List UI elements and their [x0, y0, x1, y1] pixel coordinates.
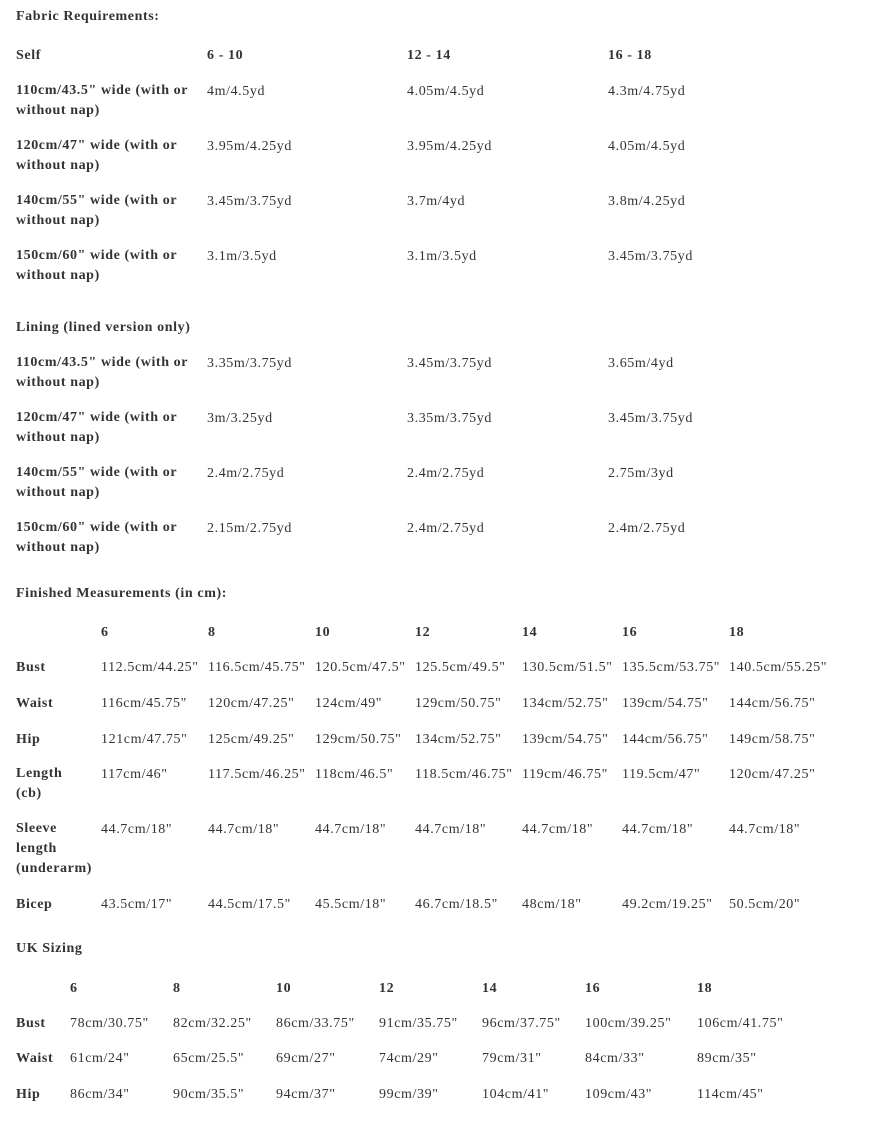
- measurement-value: 44.7cm/18": [208, 822, 280, 837]
- measurement-value: 125.5cm/49.5": [415, 660, 506, 675]
- size-header: 6: [70, 981, 78, 996]
- fabric-width-label: 120cm/47" wide (with or without nap): [16, 410, 177, 445]
- measurement-value: 45.5cm/18": [315, 897, 387, 912]
- fabric-amount: 3.8m/4.25yd: [608, 194, 686, 209]
- fabric-amount: 3.1m/3.5yd: [407, 249, 477, 264]
- measurement-value: 44.7cm/18": [729, 822, 801, 837]
- measurement-value: 78cm/30.75": [70, 1016, 149, 1031]
- measurement-value: 118cm/46.5": [315, 767, 394, 782]
- measurement-value: 144cm/56.75": [729, 696, 816, 711]
- measurement-value: 90cm/35.5": [173, 1087, 245, 1102]
- self-header-size: 12 - 14: [407, 48, 451, 63]
- measurement-label: Hip: [16, 1087, 41, 1102]
- measurement-value: 134cm/52.75": [522, 696, 609, 711]
- fabric-amount: 2.4m/2.75yd: [608, 521, 686, 536]
- measurement-value: 120.5cm/47.5": [315, 660, 406, 675]
- measurement-value: 114cm/45": [697, 1087, 764, 1102]
- fabric-width-label: 140cm/55" wide (with or without nap): [16, 465, 177, 500]
- measurement-value: 49.2cm/19.25": [622, 897, 713, 912]
- fabric-amount: 3.45m/3.75yd: [407, 356, 492, 371]
- fabric-amount: 2.4m/2.75yd: [407, 521, 485, 536]
- measurement-value: 44.7cm/18": [622, 822, 694, 837]
- measurement-value: 84cm/33": [585, 1051, 645, 1066]
- size-header: 12: [379, 981, 395, 996]
- size-header: 8: [173, 981, 181, 996]
- size-header: 8: [208, 625, 216, 640]
- fabric-amount: 2.4m/2.75yd: [207, 466, 285, 481]
- fabric-amount: 3m/3.25yd: [207, 411, 273, 426]
- measurement-value: 117cm/46": [101, 767, 168, 782]
- measurement-value: 74cm/29": [379, 1051, 439, 1066]
- measurement-value: 46.7cm/18.5": [415, 897, 498, 912]
- size-header: 6: [101, 625, 109, 640]
- fabric-width-label: 110cm/43.5" wide (with or without nap): [16, 355, 188, 390]
- fabric-amount: 3.35m/3.75yd: [207, 356, 292, 371]
- size-header: 10: [276, 981, 292, 996]
- measurement-value: 100cm/39.25": [585, 1016, 672, 1031]
- measurement-value: 112.5cm/44.25": [101, 660, 199, 675]
- measurement-value: 94cm/37": [276, 1087, 336, 1102]
- measurement-value: 48cm/18": [522, 897, 582, 912]
- size-header: 14: [522, 625, 538, 640]
- measurement-value: 61cm/24": [70, 1051, 130, 1066]
- measurement-value: 44.5cm/17.5": [208, 897, 291, 912]
- fabric-width-label: 140cm/55" wide (with or without nap): [16, 193, 177, 228]
- fabric-amount: 2.75m/3yd: [608, 466, 674, 481]
- measurement-value: 129cm/50.75": [315, 732, 402, 747]
- measurement-label: Sleeve length (underarm): [16, 821, 92, 876]
- measurement-label: Waist: [16, 1051, 54, 1066]
- measurement-value: 65cm/25.5": [173, 1051, 245, 1066]
- measurement-value: 134cm/52.75": [415, 732, 502, 747]
- fabric-amount: 3.45m/3.75yd: [608, 411, 693, 426]
- measurement-label: Waist: [16, 696, 54, 711]
- fabric-amount: 3.95m/4.25yd: [207, 139, 292, 154]
- measurement-value: 86cm/34": [70, 1087, 130, 1102]
- measurement-value: 104cm/41": [482, 1087, 550, 1102]
- measurement-value: 119.5cm/47": [622, 767, 701, 782]
- fabric-amount: 3.65m/4yd: [608, 356, 674, 371]
- measurement-value: 130.5cm/51.5": [522, 660, 613, 675]
- measurement-value: 44.7cm/18": [101, 822, 173, 837]
- measurement-value: 139cm/54.75": [522, 732, 609, 747]
- uk-sizing-title: UK Sizing: [16, 941, 83, 956]
- measurement-value: 89cm/35": [697, 1051, 757, 1066]
- measurement-value: 121cm/47.75": [101, 732, 188, 747]
- fabric-width-label: 150cm/60" wide (with or without nap): [16, 520, 177, 555]
- size-header: 16: [622, 625, 638, 640]
- size-header: 14: [482, 981, 498, 996]
- fabric-amount: 3.1m/3.5yd: [207, 249, 277, 264]
- fabric-amount: 2.15m/2.75yd: [207, 521, 292, 536]
- fabric-width-label: 150cm/60" wide (with or without nap): [16, 248, 177, 283]
- measurement-value: 99cm/39": [379, 1087, 439, 1102]
- fabric-width-label: 120cm/47" wide (with or without nap): [16, 138, 177, 173]
- measurement-value: 120cm/47.25": [208, 696, 295, 711]
- fabric-amount: 2.4m/2.75yd: [407, 466, 485, 481]
- measurement-value: 119cm/46.75": [522, 767, 608, 782]
- measurement-value: 116.5cm/45.75": [208, 660, 306, 675]
- size-header: 16: [585, 981, 601, 996]
- measurement-value: 82cm/32.25": [173, 1016, 252, 1031]
- size-header: 10: [315, 625, 331, 640]
- measurement-value: 96cm/37.75": [482, 1016, 561, 1031]
- measurement-label: Bust: [16, 660, 46, 675]
- self-header-size: 16 - 18: [608, 48, 652, 63]
- measurement-value: 43.5cm/17": [101, 897, 173, 912]
- fabric-amount: 4.05m/4.5yd: [608, 139, 686, 154]
- measurement-label: Hip: [16, 732, 41, 747]
- measurement-value: 50.5cm/20": [729, 897, 801, 912]
- fabric-amount: 3.45m/3.75yd: [207, 194, 292, 209]
- size-header: 18: [697, 981, 713, 996]
- measurement-value: 44.7cm/18": [415, 822, 487, 837]
- measurement-value: 125cm/49.25": [208, 732, 295, 747]
- measurement-value: 124cm/49": [315, 696, 383, 711]
- measurement-value: 109cm/43": [585, 1087, 653, 1102]
- fabric-amount: 3.45m/3.75yd: [608, 249, 693, 264]
- fabric-amount: 4.3m/4.75yd: [608, 84, 686, 99]
- lining-header-label: Lining (lined version only): [16, 320, 191, 335]
- measurement-value: 69cm/27": [276, 1051, 336, 1066]
- measurement-label: Length (cb): [16, 766, 63, 801]
- fabric-requirements-title: Fabric Requirements:: [16, 9, 160, 24]
- measurement-value: 44.7cm/18": [315, 822, 387, 837]
- measurement-value: 44.7cm/18": [522, 822, 594, 837]
- fabric-amount: 3.35m/3.75yd: [407, 411, 492, 426]
- fabric-amount: 4m/4.5yd: [207, 84, 266, 99]
- measurement-value: 117.5cm/46.25": [208, 767, 306, 782]
- size-header: 12: [415, 625, 431, 640]
- measurement-value: 106cm/41.75": [697, 1016, 784, 1031]
- measurement-value: 86cm/33.75": [276, 1016, 355, 1031]
- measurement-label: Bust: [16, 1016, 46, 1031]
- measurement-value: 118.5cm/46.75": [415, 767, 513, 782]
- measurement-value: 149cm/58.75": [729, 732, 816, 747]
- measurement-value: 129cm/50.75": [415, 696, 502, 711]
- measurement-value: 139cm/54.75": [622, 696, 709, 711]
- measurement-label: Bicep: [16, 897, 53, 912]
- measurement-value: 91cm/35.75": [379, 1016, 458, 1031]
- measurement-value: 135.5cm/53.75": [622, 660, 721, 675]
- measurement-value: 144cm/56.75": [622, 732, 709, 747]
- size-header: 18: [729, 625, 745, 640]
- fabric-amount: 3.95m/4.25yd: [407, 139, 492, 154]
- self-header-size: 6 - 10: [207, 48, 244, 63]
- measurement-value: 79cm/31": [482, 1051, 542, 1066]
- fabric-amount: 4.05m/4.5yd: [407, 84, 485, 99]
- measurement-value: 140.5cm/55.25": [729, 660, 828, 675]
- measurement-value: 116cm/45.75": [101, 696, 187, 711]
- self-header-label: Self: [16, 48, 41, 63]
- fabric-width-label: 110cm/43.5" wide (with or without nap): [16, 83, 188, 118]
- measurement-value: 120cm/47.25": [729, 767, 816, 782]
- fabric-amount: 3.7m/4yd: [407, 194, 466, 209]
- finished-measurements-title: Finished Measurements (in cm):: [16, 586, 227, 601]
